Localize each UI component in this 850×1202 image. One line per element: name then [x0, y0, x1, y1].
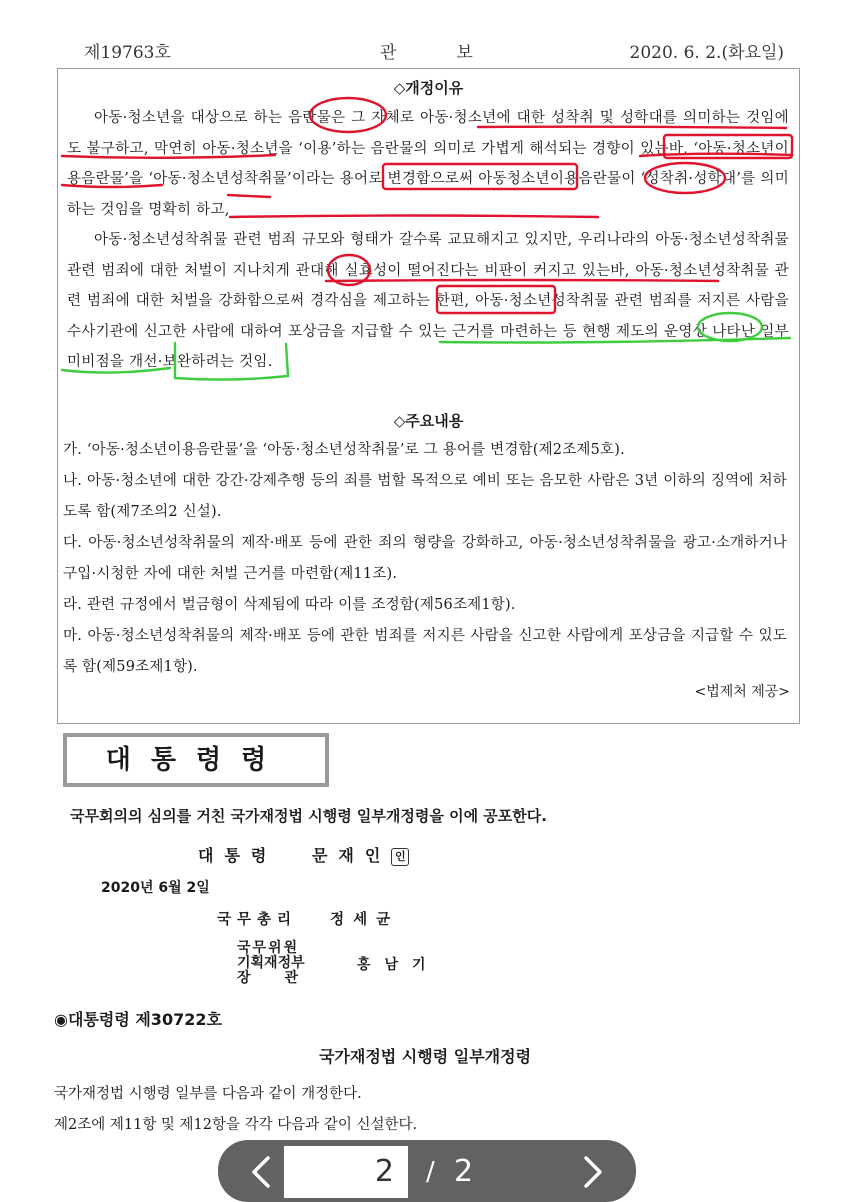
reason-heading: ◇개정이유 — [393, 79, 464, 97]
content-item-da: 다. 아동·청소년성착취물의 제작·배포 등에 관한 죄의 형량을 강화하고, 아동·청소년성착취물을 광고·소개하거나 구입·시청한 자에 대한 처벌 근거를 마련함(제11조). — [63, 535, 787, 582]
minister-line-1: 국무위원 — [237, 940, 300, 956]
page-number-input[interactable]: 2 — [284, 1146, 408, 1198]
next-page-button[interactable] — [570, 1152, 614, 1192]
sign-date: 2020년 6월 2일 — [101, 880, 210, 896]
gazette-header — [84, 38, 784, 63]
gazette-title: 관보 — [380, 43, 533, 63]
prime-minister-signature — [217, 908, 399, 929]
issue-number: 제19763호 — [84, 43, 171, 63]
prime-minister-title: 국무총리 — [217, 912, 298, 928]
reason-paragraph-1: 아동·청소년을 대상으로 하는 음란물은 그 자체로 아동·청소년에 대한 성착취 및 성학대를 의미하는 것임에도 불구하고, 막연히 아동·청소년을 ‘이용’하는 음란물의 의미로 가볍게 해석되는 경향이 있는바, ‘아동·청소년이용음란물’을 ‘아동·청소년성착취물’이라는 용어로 변경함으로써 아동청소년이용음란물이 ‘성착취·성학대’를 의미하는 것임을 명확히 하고, — [67, 110, 789, 218]
section-title-presidential-decree: 대통령령 — [63, 733, 329, 787]
issue-date: 2020. 6. 2.(화요일) — [629, 43, 784, 63]
decree-body-line-1: 국가재정법 시행령 일부를 다음과 같이 개정한다. — [54, 1086, 362, 1102]
content-heading: ◇주요내용 — [393, 412, 464, 430]
decree-body-line-2: 제2조에 제11항 및 제12항을 각각 다음과 같이 신설한다. — [54, 1117, 418, 1133]
president-signature — [198, 843, 409, 866]
reason-paragraph-2: 아동·청소년성착취물 관련 범죄 규모와 형태가 갈수록 교묘해지고 있지만, 우리나라의 아동·청소년성착취물 관련 범죄에 대한 처벌이 지나치게 관대해 실효성이 떨어진다는 비판이 커지고 있는바, 아동·청소년성착취물 관련 범죄에 대한 처벌을 강화함으로써 경각심을 제고하는 한편, 아동·청소년성착취물 관련 범죄를 저지른 사람을 수사기관에 신고한 사람에 대하여 포상금을 지급할 수 있는 근거를 마련하는 등 현행 제도의 운영상 나타난 일부 미비점을 개선·보완하려는 것임. — [67, 232, 789, 370]
chevron-right-icon — [570, 1152, 614, 1192]
content-item-ga: 가. ‘아동·청소년이용음란물’을 ‘아동·청소년성착취물’로 그 용어를 변경함(제2조제5호). — [63, 442, 625, 458]
minister-line-2: 기획재정부 — [237, 955, 305, 971]
decree-number: ◉대통령령 제30722호 — [54, 1010, 222, 1029]
summary-box — [57, 68, 800, 724]
minister-signature — [237, 940, 440, 986]
minister-name: 홍남기 — [357, 957, 440, 973]
minister-line-3: 장관 — [237, 970, 333, 986]
seal-icon: 인 — [391, 848, 409, 866]
chevron-left-icon — [240, 1152, 284, 1192]
page-total: 2 — [454, 1154, 474, 1189]
content-item-ma: 마. 아동·청소년성착취물의 제작·배포 등에 관한 범죄를 저지른 사람을 신고한 사람에게 포상금을 지급할 수 있도록 함(제59조제1항). — [63, 628, 787, 675]
prev-page-button[interactable] — [240, 1152, 284, 1192]
content-item-ra: 라. 관련 규정에서 벌금형이 삭제됨에 따라 이를 조정함(제56조제1항). — [63, 597, 516, 613]
proclamation-text: 국무회의의 심의를 거친 국가재정법 시행령 일부개정령을 이에 공포한다. — [70, 807, 547, 825]
president-name: 문재인 — [311, 846, 392, 865]
decree-title: 국가재정법 시행령 일부개정령 — [318, 1047, 532, 1066]
content-item-na: 나. 아동·청소년에 대한 강간·강제추행 등의 죄를 범할 목적으로 예비 또는 음모한 사람은 3년 이하의 징역에 처하도록 함(제7조의2 신설). — [63, 473, 787, 520]
president-title: 대통령 — [198, 846, 278, 865]
prime-minister-name: 정세균 — [330, 912, 400, 928]
source-credit: <법제처 제공> — [694, 684, 790, 700]
page-separator: / — [426, 1157, 435, 1187]
page-navigator — [218, 1140, 636, 1202]
